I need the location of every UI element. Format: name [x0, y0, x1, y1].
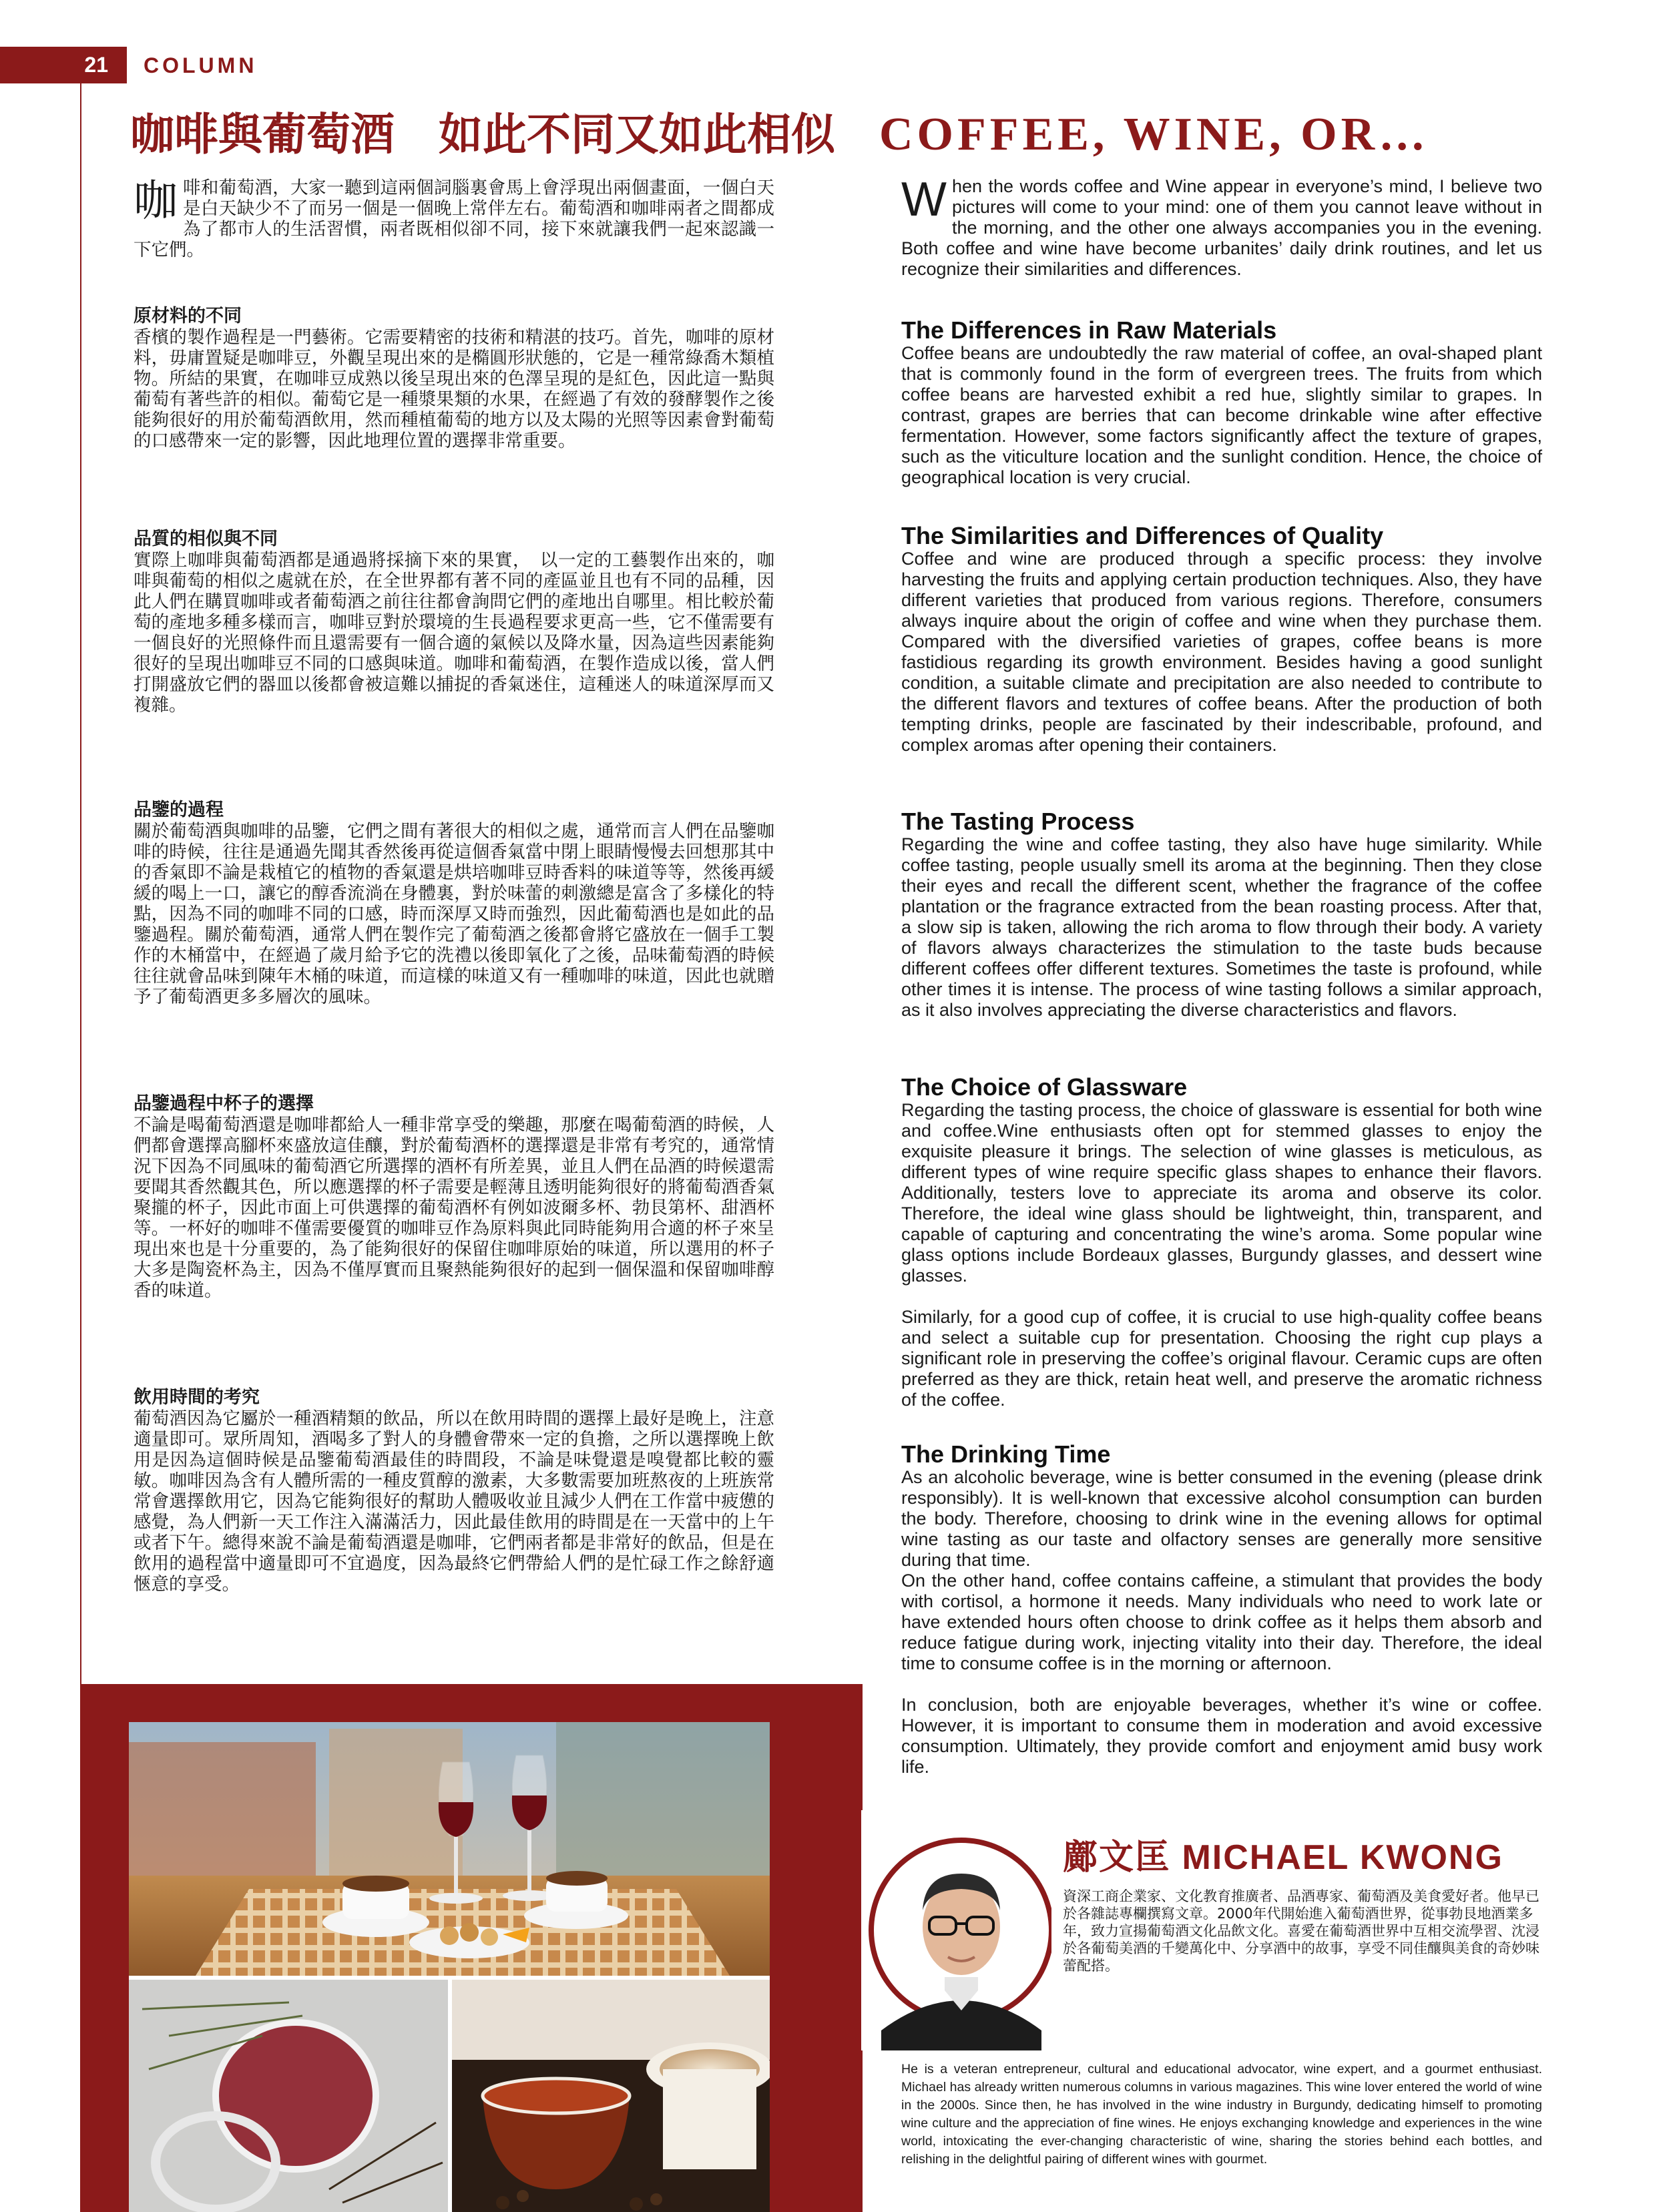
article-title-en: COFFEE, WINE, OR… — [879, 109, 1430, 160]
zh-intro — [134, 175, 774, 260]
en-heading: The Similarities and Differences of Quality — [901, 522, 1384, 549]
zh-paragraph: 香檳的製作過程是一門藝術。它需要精密的技術和精湛的技巧。首先，咖啡的原材料，毋庸置疑是咖啡豆，外觀呈現出來的是橢圓形狀態的，它是一種常綠喬木類植物。所結的果實，在咖啡豆成熟以後呈現出來的色澤呈現的是紅色，因此這一點與葡萄有著些許的相似。葡萄它是一種漿果類的水果，在經過了有效的發酵製作之後能夠很好的用於葡萄酒飲用，然而種植葡萄的地方以及太陽的光照等因素會對葡萄的口感帶來一定的影響，因此地理位置的選擇非常重要。 — [134, 327, 774, 451]
zh-section-glassware — [134, 1093, 774, 1301]
zh-paragraph: 實際上咖啡與葡萄酒都是通過將採摘下來的果實， 以一定的工藝製作出來的，咖啡與葡萄的相似之處就在於，在全世界都有著不同的產區並且也有不同的品種，因此人們在購買咖啡或者葡萄酒之前往往都會詢問它們的產地出自哪里。相比較於葡萄的產地多種多樣而言，咖啡豆對於環境的生長過程要求更高一些，它不僅需要有一個良好的光照條件而且還需要有一個合適的氣候以及降水量，因為這些因素能夠很好的呈現出咖啡豆不同的口感與味道。咖啡和葡萄酒，在製作造成以後，當人們打開盛放它們的器皿以後都會被這難以捕捉的香氣迷住，這種迷人的味道深厚而又複雜。 — [134, 550, 774, 716]
en-section-glassware — [901, 1075, 1542, 1410]
author-bio-zh: 資深工商企業家、文化教育推廣者、品酒專家、葡萄酒及美食愛好者。他早已於各雜誌專欄撰寫文章。2000年代開始進入葡萄酒世界，從事勃艮地酒業多年，致力宣揚葡萄酒文化品飲文化。喜愛在葡萄酒世界中互相交流學習、沈浸於各葡萄美酒的千變萬化中、分享酒中的故事，享受不同佳釀與美食的奇妙味蕾配搭。 — [1063, 1888, 1539, 1974]
zh-heading: 飲用時間的考究 — [134, 1387, 260, 1408]
en-heading: The Differences in Raw Materials — [901, 316, 1277, 344]
zh-section-drinking-time — [134, 1387, 774, 1595]
en-section-raw-materials — [901, 318, 1542, 488]
photo-collage — [129, 1722, 770, 2212]
en-paragraph: In conclusion, both are enjoyable beverages, whether it’s wine or coffee. However, it is important to consume them in moderation and avoid excessive consumption. Ultimately, they provide comfort and enjoyment amid busy work life. — [901, 1695, 1542, 1777]
article-title-zh: 咖啡與葡萄酒 如此不同又如此相似 — [130, 108, 835, 160]
en-dropcap: W — [901, 173, 947, 226]
en-paragraph: Regarding the wine and coffee tasting, they also have huge similarity. While coffee tasting, people usually smell its aroma at the beginning. Then they close their eyes and recall the different scent, whether the fragrance of the coffee plantation or the fragrance extracted from the bean roasting process. After that, a slow sip is taken, allowing the rich aroma to flow through their body. A variety of flavors always characterizes the stimulation to the taste buds because different coffees offer different textures. Sometimes the taste is profound, while other times it is intense. The process of wine tasting follows a similar approach, as it also involves appreciating the diverse characteristics and flavors. — [901, 834, 1542, 1020]
portrait-image — [861, 1810, 1051, 2050]
en-paragraph: On the other hand, coffee contains caffeine, a stimulant that provides the body with cortisol, a hormone it needs. Many individuals who need to work late or have extended hours often choose to drink coffee as it helps them absorb and reduce fatigue during work, injecting vitality into their day. Therefore, the ideal time to consume coffee is in the morning or afternoon. — [901, 1571, 1542, 1673]
en-heading: The Drinking Time — [901, 1440, 1111, 1468]
coffee-wine-photo — [129, 1722, 770, 2212]
en-section-drinking-time — [901, 1442, 1542, 1777]
en-intro — [901, 173, 1542, 280]
en-heading: The Tasting Process — [901, 808, 1135, 835]
en-paragraph: Regarding the tasting process, the choice of glassware is essential for both wine and coffee.Wine enthusiasts often opt for stemmed glasses to enjoy the exquisite pleasure it brings. The selection of wine glasses is meticulous, as different types of wine require specific glass shapes to enhance their flavors. Additionally, testers love to appreciate its aroma and observe its color. Therefore, the ideal wine glass should be lightweight, thin, transparent, and capable of capturing and concentrating the wine’s aroma. Some popular wine glass options include Bordeaux glasses, Burgundy glasses, and dessert wine glasses. — [901, 1100, 1542, 1286]
zh-dropcap: 咖 — [134, 175, 178, 226]
en-section-quality — [901, 523, 1542, 756]
zh-paragraph: 關於葡萄酒與咖啡的品鑒，它們之間有著很大的相似之處，通常而言人們在品鑒咖啡的時候，往往是通過先聞其香然後再從這個香氣當中閉上眼睛慢慢去回想那其中的香氣即不論是栽植它的植物的香氣還是烘培咖啡豆時香料的味道等等，然後再緩緩的喝上一口，讓它的醇香流淌在身體裏，對於味蕾的刺激總是富含了多樣化的特點，因為不同的咖啡不同的口感，時而深厚又時而強烈，因此葡萄酒也是如此的品鑒過程。關於葡萄酒，通常人們在製作完了葡萄酒之後都會將它盛放在一個手工製作的木桶當中，在經過了歲月給予它的洗禮以後即氧化了之後，品味葡萄酒的時候往往就會品味到陳年木桶的味道，而這樣的味道又有一種咖啡的味道，因此也就贈予了葡萄酒更多多層次的風味。 — [134, 821, 774, 1007]
zh-heading: 品質的相似與不同 — [134, 529, 278, 549]
author-portrait — [861, 1810, 1051, 2050]
section-label: COLUMN — [144, 53, 258, 77]
en-paragraph: Coffee beans are undoubtedly the raw material of coffee, an oval-shaped plant that is commonly found in the form of evergreen trees. The fruits from which coffee beans are harvested exhibit a red hue, slightly similar to grapes. In contrast, grapes are berries that can become drinkable wine after effective fermentation. However, some factors significantly affect the texture of grapes, such as the viticulture location and the sunlight condition. Hence, the choice of geographical location is very crucial. — [901, 343, 1542, 487]
en-paragraph: Coffee and wine are produced through a specific process: they involve harvesting the fruits and applying certain production techniques. Also, they have different varieties that produced from various regions. Therefore, consumers always inquire about the origin of coffee and wine when they purchase them. Compared with the diversified varieties of grapes, coffee beans is more fastidious regarding its growth environment. Besides having a good sunlight condition, a suitable climate and precipitation are also needed to contribute to the different flavors and textures of coffee beans. After the production of both tempting drinks, people are fascinated by their indescribable, profound, and complex aromas after opening their containers. — [901, 549, 1542, 755]
page-number: 21 — [0, 47, 127, 83]
zh-heading: 品鑒過程中杯子的選擇 — [134, 1093, 314, 1114]
zh-paragraph: 葡萄酒因為它屬於一種酒精類的飲品，所以在飲用時間的選擇上最好是晚上，注意適量即可。眾所周知，酒喝多了對人的身體會帶來一定的負擔，之所以選擇晚上飲用是因為這個時候是品鑒葡萄酒最佳的時間段，不論是味覺還是嗅覺都比較的靈敏。咖啡因為含有人體所需的一種皮質醇的激素，大多數需要加班熬夜的上班族常常會選擇飲用它，因為它能夠很好的幫助人體吸收並且減少人們在工作當中疲憊的感覺，為人們新一天工作注入滿滿活力，因此最佳飲用的時間是在一天當中的上午或者下午。總得來說不論是葡萄酒還是咖啡，它們兩者都是非常好的飲品，但是在飲用的過程當中適量即可不宜過度，因為最終它們帶給人們的是忙碌工作之餘舒適愜意的享受。 — [134, 1408, 774, 1595]
zh-heading: 品鑒的過程 — [134, 800, 224, 820]
zh-section-tasting — [134, 800, 774, 1007]
zh-section-quality — [134, 529, 774, 716]
en-intro-text: hen the words coffee and Wine appear in everyone’s mind, I believe two pictures will come to your mind: one of them you cannot leave without in the morning, and the other one always accompanies you in the evening. Both coffee and wine have become urbanites’ daily drink routines, and let us recognize their similarities and differences. — [901, 176, 1542, 279]
author-name-en: MICHAEL KWONG — [1182, 1838, 1503, 1877]
en-paragraph: Similarly, for a good cup of coffee, it is crucial to use high-quality coffee beans and select a suitable cup for presentation. Choosing the right cup plays a significant role in preserving the coffee’s original flavour. Ceramic cups are often preferred as they are thick, retain heat well, and preserve the aromatic richness of the coffee. — [901, 1307, 1542, 1410]
author-name-zh: 鄺文匡 — [1063, 1838, 1172, 1877]
zh-section-raw-materials — [134, 306, 774, 451]
zh-heading: 原材料的不同 — [134, 306, 242, 326]
author-bio-en: He is a veteran entrepreneur, cultural and educational advocator, wine expert, and a gourmet enthusiast. Michael has already written numerous columns in various magazines. This wine lover entered the world of wine in the 2000s. Since then, he has involved in the wine industry in Burgundy, dedicating himself to promoting wine culture and the appreciation of fine wines. He enjoys exchanging knowledge and experiences in the wine world, intoxicating the ever-changing characteristic of wine, sharing the stories behind each bottles, and relishing in the delightful pairing of different wines with gourmet. — [901, 2062, 1542, 2167]
zh-intro-text: 啡和葡萄酒，大家一聽到這兩個詞腦裏會馬上會浮現出兩個畫面，一個白天是白天缺少不了而另一個是一個晚上常伴左右。葡萄酒和咖啡兩者之間都成為了都市人的生活習慣，兩者既相似卻不同，接下來就讓我們一起來認識一下它們。 — [134, 178, 774, 260]
author-name — [1063, 1834, 1503, 1881]
en-paragraph: As an alcoholic beverage, wine is better consumed in the evening (please drink responsibly). It is well-known that excessive alcohol consumption can burden the body. Therefore, choosing to drink wine in the evening allows for optimal wine tasting as our taste and olfactory senses are generally more sensitive during that time. — [901, 1467, 1542, 1570]
en-section-tasting — [901, 809, 1542, 1021]
article-title — [130, 99, 1632, 166]
en-heading: The Choice of Glassware — [901, 1073, 1188, 1101]
zh-paragraph: 不論是喝葡萄酒還是咖啡都給人一種非常享受的樂趣，那麼在喝葡萄酒的時候，人們都會選擇高腳杯來盛放這佳釀，對於葡萄酒杯的選擇還是非常有考究的，通常情況下因為不同風味的葡萄酒它所選擇的酒杯有所差異，並且人們在品酒的時候還需要聞其香然觀其色，所以應選擇的杯子需要是輕薄且透明能夠很好的將葡萄酒香氣聚攏的杯子，因此市面上可供選擇的葡萄酒杯有例如波爾多杯、勃艮第杯、甜酒杯等。一杯好的咖啡不僅需要優質的咖啡豆作為原料與此同時能夠用合適的杯子來呈現出來也是十分重要的，為了能夠很好的保留住咖啡原始的味道，所以選用的杯子大多是陶瓷杯為主，因為不僅厚實而且聚熱能夠很好的起到一個保溫和保留咖啡醇香的味道。 — [134, 1115, 774, 1301]
